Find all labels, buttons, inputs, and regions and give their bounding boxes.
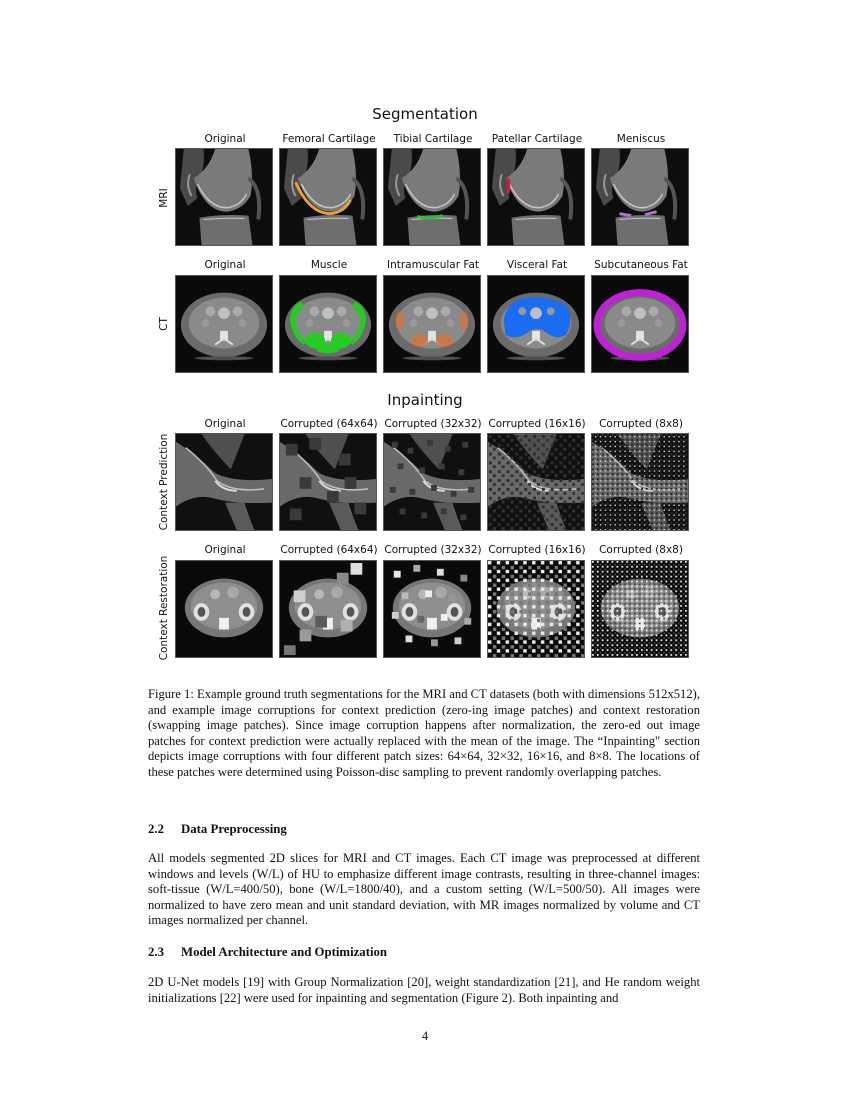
context-prediction-16-image (487, 433, 585, 531)
col-label: Original (204, 259, 246, 271)
section-2-2-body: All models segmented 2D slices for MRI and CT images. Each CT image was preprocessed at different windows and levels (W/L) of HU to emphasize different image contrasts, resulting in three-channel images: soft-tissue (W/L=400/50), bone (W/L=1800/40), and a custom setting (W/L=500/50). All images were normalized to have zero mean and unit standard deviation, with MR images normalized by volume and CT images normalized per channel. (148, 851, 700, 927)
page-number: 4 (421, 1029, 429, 1043)
context-prediction-64-image (279, 433, 377, 531)
col-label: Corrupted (64x64) (280, 418, 378, 430)
ct-original-image (175, 275, 273, 373)
col-label: Corrupted (16x16) (488, 418, 586, 430)
patellar-cartilage-overlay (508, 178, 509, 194)
context-restoration-8-image (591, 560, 689, 658)
row-label-mri: MRI (158, 188, 170, 208)
ct-visceral-fat-image (487, 275, 585, 373)
col-label: Original (204, 133, 246, 145)
section-heading-2-2 (148, 822, 287, 837)
row-label-context-prediction: Context Prediction (158, 433, 170, 531)
mri-meniscus-image (591, 148, 689, 246)
col-label: Corrupted (64x64) (280, 544, 378, 556)
ct-intramuscular-fat-image (383, 275, 481, 373)
mri-patellar-cartilage-image (487, 148, 585, 246)
col-label: Original (204, 418, 246, 430)
figure-caption: Figure 1: Example ground truth segmentations for the MRI and CT datasets (both with dimensions 512x512), and example image corruptions for context prediction (zero-ing image patches) and context restoration (swapping image patches). Since image corruption happens after normalization, the zero-ed out image patches for context prediction were actually replaced with the mean of the image. The “Inpainting" section depicts image corruptions with four different patch sizes: 64×64, 32×32, 16×16, and 8×8. The locations of these patches were determined using Poisson-disc sampling to prevent randomly overlapping patches. (148, 687, 700, 779)
section-number: 2.2 (148, 822, 164, 836)
ct-subcutaneous-fat-image (591, 275, 689, 373)
zeroed-patches (488, 434, 584, 530)
col-label: Intramuscular Fat (386, 259, 480, 271)
mri-original-image (175, 148, 273, 246)
meniscus-overlay (619, 214, 631, 216)
section-2-3-body: 2D U-Net models [19] with Group Normalization [20], weight standardization [21], and He random weight initializations [22] were used for inpainting and segmentation (Figure 2). Both inpainting and (148, 975, 700, 1005)
col-label: Meniscus (616, 133, 666, 145)
swapped-patches (488, 561, 584, 657)
row-label-ct: CT (158, 317, 170, 331)
col-label: Patellar Cartilage (491, 133, 583, 145)
swapped-patches (592, 561, 688, 657)
mri-femoral-cartilage-image (279, 148, 377, 246)
context-restoration-original-image (175, 560, 273, 658)
col-label: Corrupted (8x8) (599, 418, 683, 430)
section-title: Model Architecture and Optimization (181, 945, 388, 959)
context-prediction-8-image (591, 433, 689, 531)
section-title: Data Preprocessing (181, 822, 287, 836)
section-heading-2-3 (148, 945, 387, 960)
zeroed-patches (592, 434, 688, 530)
col-label: Femoral Cartilage (282, 133, 376, 145)
context-restoration-64-image (279, 560, 377, 658)
col-label: Corrupted (32x32) (384, 418, 482, 430)
section-number: 2.3 (148, 945, 164, 959)
col-label: Original (204, 544, 246, 556)
col-label: Visceral Fat (506, 259, 568, 271)
row-label-context-restoration: Context Restoration (158, 555, 170, 661)
context-prediction-original-image (175, 433, 273, 531)
context-prediction-32-image (383, 433, 481, 531)
inpainting-title: Inpainting (387, 391, 463, 409)
mri-tibial-cartilage-image (383, 148, 481, 246)
col-label: Corrupted (8x8) (599, 544, 683, 556)
col-label: Subcutaneous Fat (594, 259, 688, 271)
context-restoration-32-image (383, 560, 481, 658)
segmentation-title: Segmentation (372, 105, 478, 123)
col-label: Corrupted (32x32) (384, 544, 482, 556)
context-restoration-16-image (487, 560, 585, 658)
col-label: Tibial Cartilage (393, 133, 473, 145)
col-label: Corrupted (16x16) (488, 544, 586, 556)
ct-muscle-image (279, 275, 377, 373)
col-label: Muscle (310, 259, 348, 271)
